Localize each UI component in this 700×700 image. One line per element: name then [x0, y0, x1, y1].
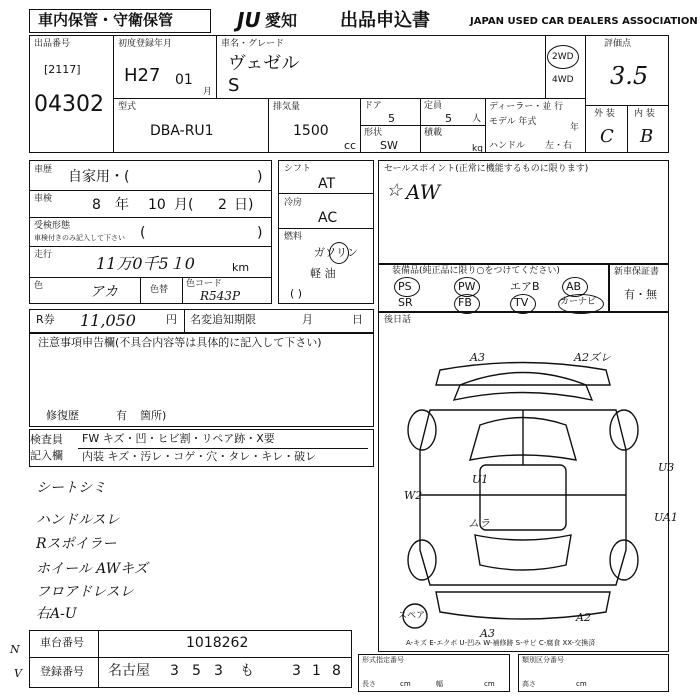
receipt-label: 受検形態 — [34, 221, 71, 231]
dealer-label: ディーラー・並 行 — [489, 102, 564, 112]
remarks-label: 注意事項申告欄(不具合内容等は具体的に記入して下さい) — [38, 336, 322, 349]
fuel-paren: ( ) — [290, 287, 303, 300]
fuel-label: 燃料 — [284, 232, 303, 242]
form-label: 形式指定番号 — [362, 656, 404, 664]
lot-label: 出品番号 — [34, 39, 71, 49]
plate-n2: 1 — [312, 663, 321, 679]
shape-value: SW — [380, 139, 398, 152]
door-value: 5 — [388, 112, 395, 125]
plate-n3: 8 — [332, 663, 341, 679]
inspector-label2: 記入欄 — [30, 449, 63, 462]
int-value: B — [640, 126, 654, 147]
mark-a3-top: A3 — [470, 351, 485, 364]
lot-number: 04302 — [34, 92, 104, 117]
drive-2wd: 2WD — [552, 52, 574, 62]
rear-label: 後日話 — [384, 315, 412, 325]
margin-mark-2: V — [14, 667, 22, 680]
note-2: ハンドルスレ — [36, 512, 120, 528]
mark-w2: W2 — [404, 489, 423, 502]
equip-fb: FB — [458, 296, 472, 309]
sales-block — [378, 160, 669, 264]
circle-tv — [510, 294, 536, 314]
plate-d1: 3 — [170, 663, 179, 679]
warranty-label: 新車保証書 — [614, 267, 660, 277]
repair-value: 有 — [116, 409, 127, 422]
receipt-value: ( — [140, 225, 146, 241]
mileage-unit: km — [232, 261, 250, 274]
type-label: 型式 — [118, 102, 137, 112]
inspection-label: 車検 — [34, 194, 53, 204]
mark-u3: U3 — [658, 461, 675, 474]
name-change-label: 名変追知期限 — [190, 313, 256, 326]
banner-text: 車内保管・守衛保管 — [38, 11, 174, 29]
receipt-note: 車検付きのみ記入して下さい — [34, 234, 125, 242]
inspection-month: 10 — [148, 197, 166, 213]
equip-navi: カーナビ — [560, 297, 597, 307]
first-reg-month-unit: 月 — [203, 87, 213, 97]
equip-sr: SR — [398, 296, 413, 309]
mark-mid: ムラ — [468, 517, 490, 530]
first-reg-label: 初度登録年月 — [118, 39, 173, 49]
drive-4wd: 4WD — [552, 75, 574, 85]
height-cm: cm — [576, 680, 587, 688]
car-diagram — [380, 330, 666, 650]
disp-value: 1500 — [293, 123, 329, 139]
name-change-day: 日 — [352, 313, 363, 326]
color-label: 色 — [34, 281, 44, 291]
note-3: Rスポイラー — [36, 536, 117, 552]
ac-label: 冷房 — [284, 198, 303, 208]
color-code-label: 色コード — [186, 279, 223, 289]
disp-unit: cc — [344, 139, 357, 152]
disp-label: 排気量 — [273, 102, 301, 112]
sales-label: セールスポイント(正常に機能するものに限ります) — [384, 164, 589, 174]
equip-pw: PW — [458, 280, 476, 293]
inspection-day: 2 — [218, 197, 227, 213]
ext-value: C — [600, 126, 614, 147]
equipment-label: 装備品(純正品に限り○をつけてください) — [392, 266, 560, 276]
note-5: フロアドレスレ — [36, 584, 134, 600]
mark-a3-bottom: A3 — [480, 627, 495, 640]
equip-airbag: エアB — [510, 280, 540, 293]
height-label: 高さ — [522, 680, 536, 688]
model-year-label: モデル 年式 — [489, 117, 537, 127]
recycle-unit: 円 — [166, 313, 177, 326]
grade-name: S — [228, 75, 240, 96]
mileage-value: 11万0千5１0 — [96, 254, 195, 273]
equip-ps: PS — [398, 280, 412, 293]
handle-label: ハンドル — [489, 141, 526, 151]
plate-d2: 5 — [192, 663, 201, 679]
capacity-label: 定員 — [424, 101, 443, 111]
plate-label: 登録番号 — [40, 665, 84, 678]
circle-ps — [394, 277, 420, 297]
sales-star: ☆ — [386, 180, 403, 201]
score-value: 3.5 — [610, 62, 649, 90]
int-label: 内 装 — [634, 109, 655, 119]
doc-title: 出品申込書 — [340, 10, 430, 31]
name-change-month: 月 — [302, 313, 313, 326]
model-name: ヴェゼル — [228, 53, 300, 74]
fuel-diesel: 軽 油 — [310, 267, 336, 280]
length-label: 長さ — [362, 680, 376, 688]
load-label: 積載 — [424, 128, 443, 138]
first-reg-month: 01 — [175, 72, 193, 88]
circle-navi — [558, 294, 604, 314]
damage-legend: A-キズ E-エクボ U-凹み W-補修跡 S-サビ C-腐食 XX-交換済 — [406, 639, 596, 647]
history-value: 自家用・( — [68, 169, 130, 185]
wheel-rl — [408, 540, 436, 580]
sales-text: AW — [406, 180, 441, 204]
equip-tv: TV — [514, 296, 529, 309]
history-close: ) — [257, 169, 263, 185]
capacity-unit: 人 — [472, 114, 482, 124]
recycle-label: R券 — [36, 313, 55, 326]
mark-a2-bottom: A2 — [576, 611, 591, 624]
inspection-month-unit: 月( — [174, 197, 194, 213]
shift-label: シフト — [284, 164, 312, 174]
name-label: 車名・グレード — [221, 39, 285, 49]
year-unit: 年 — [570, 123, 580, 133]
inspector-label: 検査員 — [30, 433, 63, 446]
type-value: DBA-RU1 — [150, 123, 214, 139]
inspector-row2: 内装 キズ・汚レ・コゲ・穴・タレ・キレ・破レ — [82, 450, 317, 463]
capacity-value: 5 — [445, 112, 452, 125]
mark-u1: U1 — [472, 473, 489, 486]
circle-fb — [454, 294, 480, 314]
class-label: 類別区分番号 — [522, 656, 564, 664]
history-label: 車歴 — [34, 165, 53, 175]
plate-d3: 3 — [214, 663, 223, 679]
circle-gas — [329, 242, 349, 264]
width-cm: cm — [484, 680, 495, 688]
ac-value: AC — [318, 210, 338, 226]
org-name: 愛知 — [265, 11, 298, 30]
mark-spare: スペア — [398, 611, 426, 621]
receipt-close: ) — [257, 225, 263, 241]
repair-close: 箇所) — [140, 409, 167, 422]
car-roof — [480, 465, 566, 530]
equip-ab: AB — [566, 280, 582, 293]
car-rear-window — [475, 535, 571, 570]
inspector-row1: FW キズ・凹・ヒビ割・リペア跡・X要 — [82, 432, 275, 445]
mark-ua1: UA1 — [654, 511, 678, 524]
score-label: 評価点 — [604, 39, 632, 49]
plate-n1: 3 — [292, 663, 301, 679]
inspection-year-unit: 年 — [115, 197, 129, 213]
mark-a2-top: A2ズレ — [574, 351, 611, 364]
handle-opts: 左・右 — [545, 141, 573, 151]
inspection-day-unit: 日) — [234, 197, 254, 213]
door-label: ドア — [364, 101, 382, 111]
plate-area: 名古屋 — [108, 663, 150, 679]
repair-label: 修復歴 — [46, 409, 79, 422]
lot-small-number: [2117] — [44, 63, 81, 76]
ext-label: 外 装 — [594, 109, 615, 119]
note-6: 右A-U — [36, 606, 77, 622]
width-label: 幅 — [436, 680, 443, 688]
load-unit: kg — [472, 144, 483, 154]
chassis-label: 車台番号 — [40, 636, 84, 649]
wheel-rr — [610, 540, 638, 580]
note-1: シートシミ — [36, 480, 106, 496]
circle-2wd — [547, 45, 579, 69]
length-cm: cm — [400, 680, 411, 688]
chassis-value: 1018262 — [186, 635, 249, 651]
ju-logo: JU — [237, 8, 261, 32]
mileage-label: 走行 — [34, 250, 53, 260]
first-reg-year: H27 — [124, 65, 161, 86]
shift-value: AT — [318, 176, 336, 192]
history-block — [29, 160, 272, 304]
color-code: R543P — [200, 289, 241, 303]
recycle-value: 11,050 — [80, 311, 136, 330]
shape-label: 形状 — [364, 128, 383, 138]
fuel-gas: ガソリン — [314, 246, 358, 259]
car-front-bumper — [436, 363, 610, 386]
paint-label: 色替 — [150, 285, 169, 295]
assoc-name: JAPAN USED CAR DEALERS ASSOCIATION — [470, 16, 698, 27]
inspection-year: 8 — [92, 197, 101, 213]
note-4: ホイール AWキズ — [36, 561, 148, 577]
plate-kana: も — [240, 663, 254, 679]
color-value: アカ — [90, 284, 118, 300]
warranty-opts: 有・無 — [624, 288, 657, 301]
car-roof-outline — [454, 373, 592, 401]
margin-mark-1: N — [10, 643, 20, 656]
